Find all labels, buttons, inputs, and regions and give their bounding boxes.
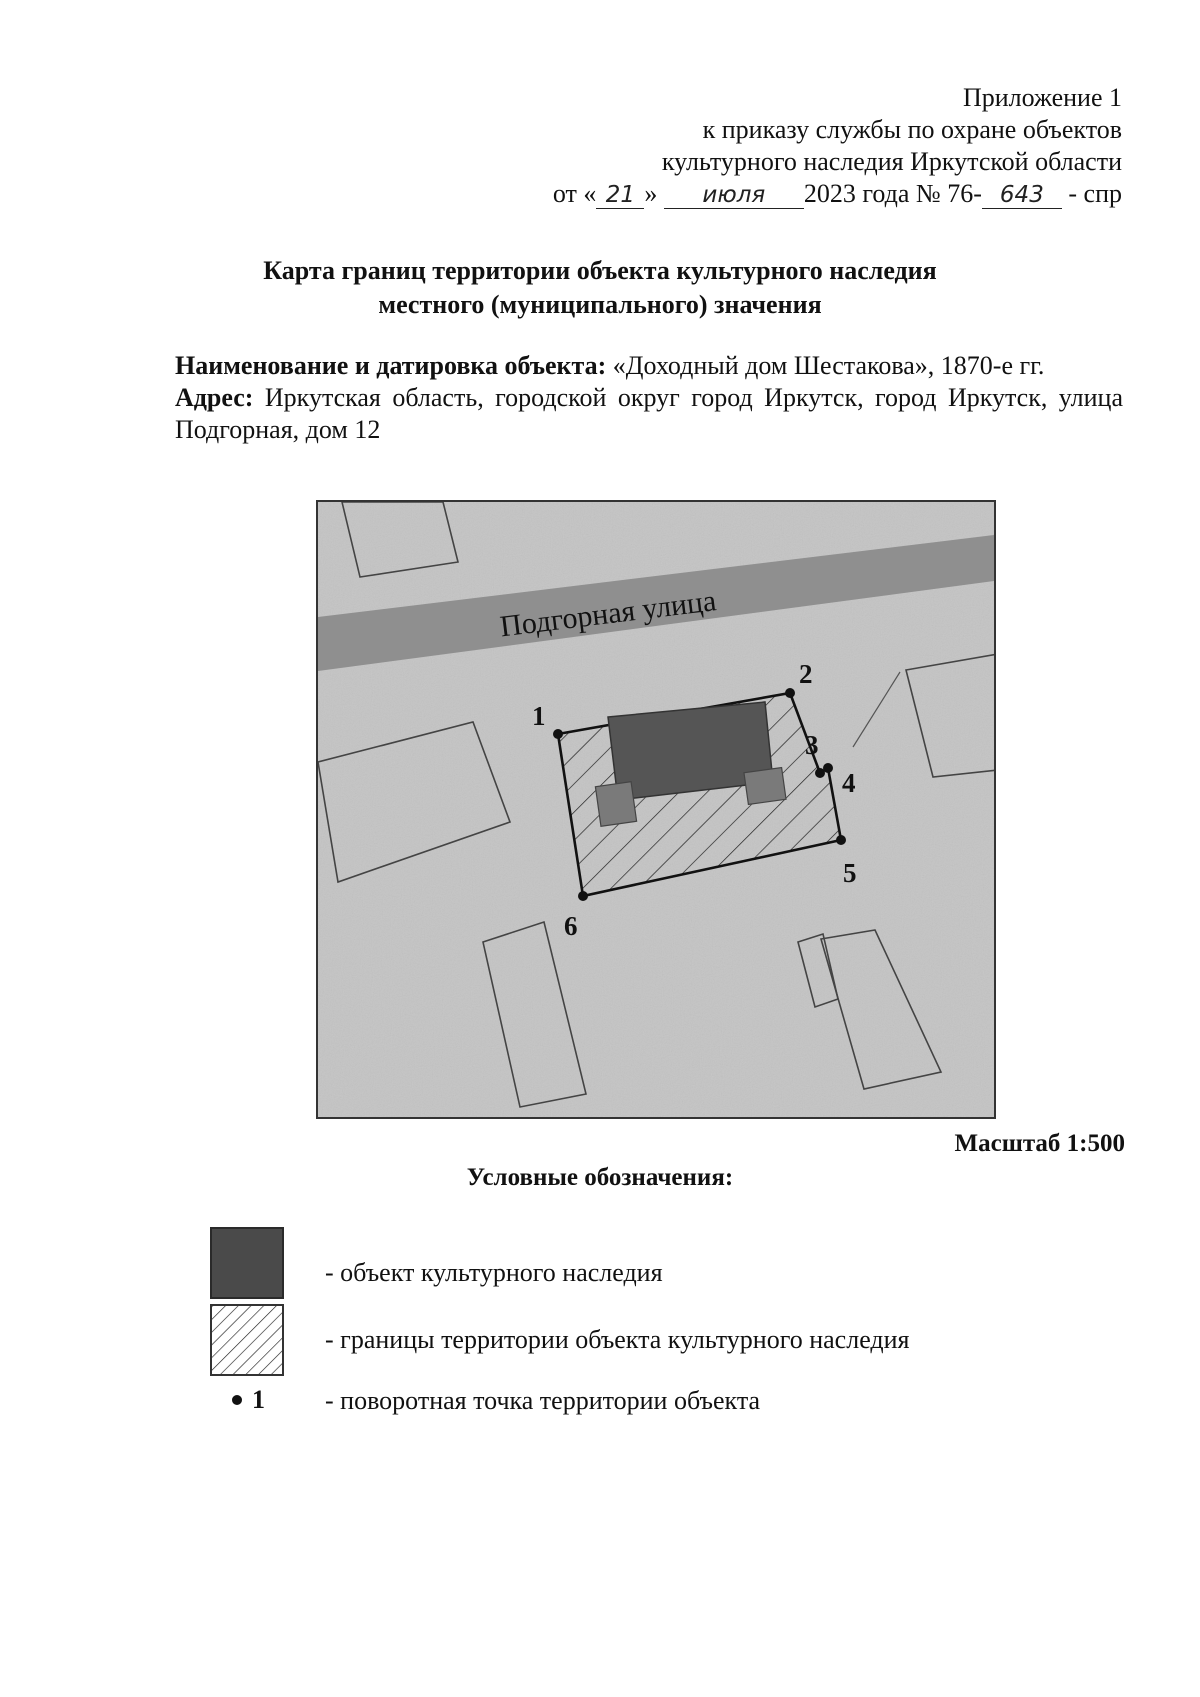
legend-point-sample xyxy=(232,1385,265,1415)
legend-text-object: - объект культурного наследия xyxy=(325,1258,663,1287)
title-line-2: местного (муниципального) значения xyxy=(378,290,822,319)
point-4-label: 4 xyxy=(842,768,856,798)
object-address-paragraph xyxy=(175,382,1123,446)
title-line-1: Карта границ территории объекта культурного наследия xyxy=(263,256,937,285)
point-6-dot xyxy=(578,891,588,901)
legend-text-point: - поворотная точка территории объекта xyxy=(325,1386,761,1415)
annex-right xyxy=(744,768,786,805)
legend-point-dot-icon xyxy=(232,1395,242,1405)
appendix-header xyxy=(422,82,1122,210)
document-title xyxy=(0,254,1200,322)
point-2-dot xyxy=(785,688,795,698)
legend-dark-square-icon xyxy=(210,1227,284,1299)
object-address-value: Иркутская область, городской округ город Иркутск, город Иркутск, улица Подгорная, дом 12 xyxy=(175,383,1123,444)
number-suffix: - спр xyxy=(1061,179,1122,208)
point-4-dot xyxy=(823,763,833,773)
legend-item-boundary xyxy=(210,1304,1110,1384)
date-prefix: от « xyxy=(552,179,597,208)
object-name-paragraph xyxy=(175,350,1123,382)
point-5-dot xyxy=(836,835,846,845)
object-name-label: Наименование и датировка объекта: xyxy=(175,351,607,380)
legend-hatch-svg xyxy=(212,1306,284,1376)
object-name-value: «Доходный дом Шестакова», 1870-е гг. xyxy=(606,351,1045,380)
date-mid: » xyxy=(644,179,658,208)
legend-point-number: 1 xyxy=(252,1385,265,1414)
annex-left xyxy=(595,782,636,827)
object-address-label: Адрес: xyxy=(175,383,254,412)
legend-text-boundary: - границы территории объекта культурного наследия xyxy=(325,1325,910,1354)
appendix-line-3: культурного наследия Иркутской области xyxy=(661,147,1122,176)
legend-item-object xyxy=(210,1227,1110,1307)
point-1-label: 1 xyxy=(532,701,546,731)
appendix-line-2: к приказу службы по охране объектов xyxy=(702,115,1122,144)
handwritten-day: 21 xyxy=(596,182,644,209)
point-2-label: 2 xyxy=(799,659,813,689)
point-6-label: 6 xyxy=(564,911,578,941)
map-svg xyxy=(318,502,994,1117)
handwritten-number: 643 xyxy=(982,182,1062,209)
appendix-date-line xyxy=(422,178,1122,210)
point-3-label: 3 xyxy=(805,730,819,760)
map-scale: Масштаб 1:500 xyxy=(954,1130,1125,1157)
legend-item-point xyxy=(210,1385,1110,1465)
handwritten-month: июля xyxy=(664,182,804,209)
street-label: Подгорная улица xyxy=(498,584,718,644)
legend-hatch-square-icon xyxy=(210,1304,284,1376)
object-info xyxy=(175,350,1123,446)
point-1-dot xyxy=(553,729,563,739)
boundary-map xyxy=(316,500,996,1119)
point-5-label: 5 xyxy=(843,858,857,888)
legend-title: Условные обозначения: xyxy=(466,1164,734,1191)
appendix-line-1: Приложение 1 xyxy=(962,83,1122,112)
year-text: 2023 года № 76- xyxy=(803,179,982,208)
